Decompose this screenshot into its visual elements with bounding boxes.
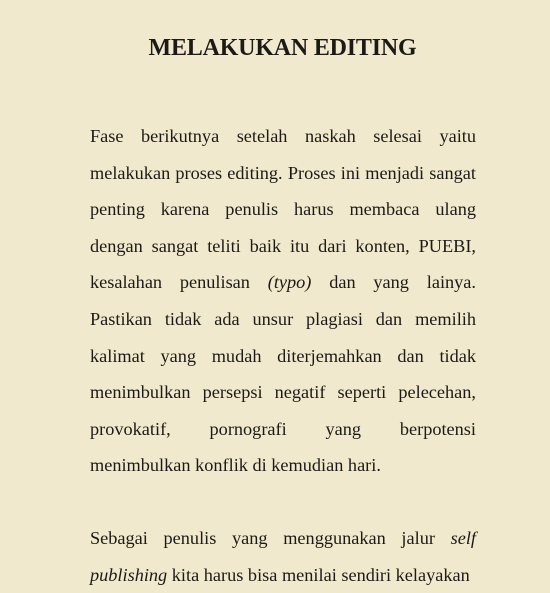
paragraph-self-publishing <box>90 520 476 593</box>
paragraph-text: kita harus bisa menilai sendiri kelayakan <box>167 564 470 585</box>
paragraph-text: Fase berikutnya setelah naskah selesai yaitu melakukan proses editing. Proses ini menjadi sangat penting karena penulis harus membaca ulang dengan sangat teliti baik itu dari konten, PUEBI, kesalahan penulisan <box>90 126 476 293</box>
italic-term-self-publishing: self publishing <box>90 528 476 585</box>
italic-term-typo: (typo) <box>267 272 312 293</box>
paragraph-editing-phase <box>90 118 476 484</box>
paragraph-text: Sebagai penulis yang menggunakan jalur <box>90 528 451 548</box>
paragraph-text: dan yang lainya. Pastikan tidak ada unsur plagiasi dan memilih kalimat yang mudah diterjemahkan dan tidak menimbulkan persepsi negatif seperti pelecehan, provokatif, pornografi yang berpotensi menimbulkan konflik di kemudian hari. <box>90 272 476 476</box>
page-title: MELAKUKAN EDITING <box>148 35 417 61</box>
